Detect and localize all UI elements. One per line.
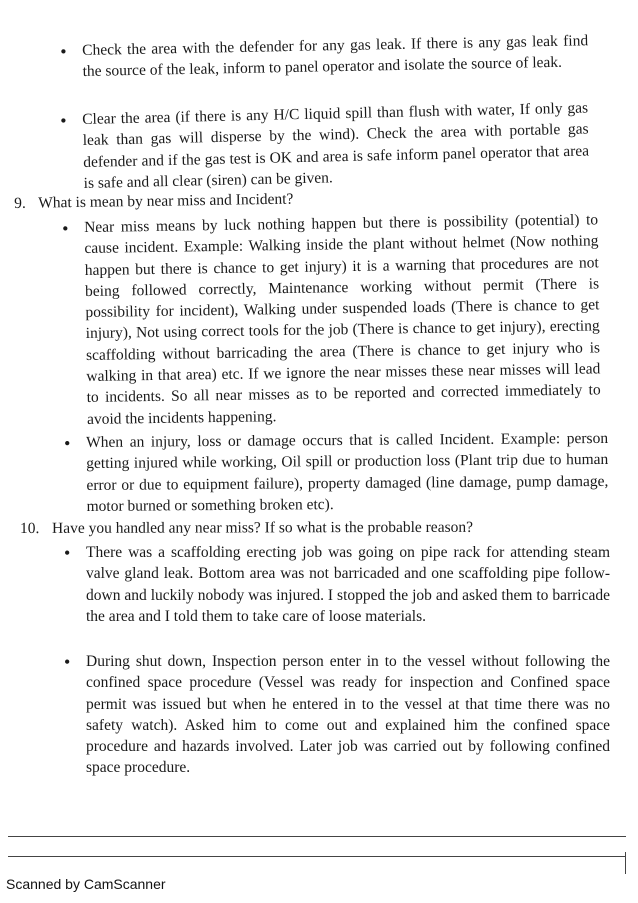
list-item: [60, 30, 589, 82]
scanner-watermark: Scanned by CamScanner: [6, 876, 166, 892]
list-item: [62, 209, 601, 430]
bullet-text: Near miss means by luck nothing happen but there is possibility (potential) to cause incident. Example: Walking inside the plant without helmet (Now nothing happen but there is chance to get injury) it is a warning that procedures are not being followed correctly, Maintenance working without permit (There is possibility for incident), Walking under suspended loads (There is chance to get injury), Not using correct tools for the job (There is chance to get injury), erecting scaffolding without barricading the area (There is chance to get injury who is walking in that area) etc. If we ignore the near misses these near misses will lead to incidents. So all near misses as to be reported and corrected immediately to avoid the incidents happening.: [84, 211, 601, 428]
question-heading: [20, 517, 473, 539]
page-edge-line: [8, 836, 626, 837]
question-heading: [14, 189, 294, 214]
page-edge-corner: [625, 852, 626, 874]
bullet-text: There was a scaffolding erecting job was going on pipe rack for attending steam valve gland leak. Bottom area was not barricaded and one scaffolding pipe follow-down and luckily nobody was injured. I stopped the job and asked them to barricade the area and I told them to take care of loose materials.: [86, 544, 610, 625]
bullet-icon: •: [60, 41, 67, 62]
bullet-text: Check the area with the defender for any gas leak. If there is any gas leak find the source of the leak, inform to panel operator and isolate the source of leak.: [82, 32, 589, 81]
bullet-text: When an injury, loss or damage occurs that is called Incident. Example: person getting injured while working, Oil spill or production loss (Plant trip due to human error or due to equipment failure), property damaged (line damage, pump damage, motor burned or something broken etc).: [86, 429, 609, 515]
bullet-text: Clear the area (if there is any H/C liquid spill than flush with water, If only gas leak than gas will disperse by the wind). Check the area with portable gas defender and if the gas test is OK and area is safe inform panel operator that area is safe and all clear (siren) can be given.: [82, 99, 590, 192]
question-text: Have you handled any near miss? If so what is the probable reason?: [52, 518, 474, 537]
page-edge-line: [8, 856, 626, 857]
question-number: 9.: [14, 194, 26, 212]
bullet-text: During shut down, Inspection person enter in to the vessel without following the confined space procedure (Vessel was ready for inspection and Confined space permit was issued but when he entered in to the vessel at that time there was no safety watch). Asked him to come out and explained him the confined space procedure and hazards involved. Later job was carried out by following confined space procedure.: [86, 653, 610, 777]
list-item: [64, 542, 610, 627]
bullet-icon: •: [62, 218, 69, 239]
list-item: [60, 98, 590, 195]
question-number: 10.: [20, 519, 40, 537]
bullet-icon: •: [60, 110, 67, 131]
bullet-icon: •: [64, 652, 71, 672]
bullet-icon: •: [64, 543, 71, 563]
list-item: [64, 428, 609, 517]
bullet-icon: •: [64, 433, 71, 454]
question-text: What is mean by near miss and Incident?: [38, 190, 294, 212]
list-item: [64, 651, 610, 779]
